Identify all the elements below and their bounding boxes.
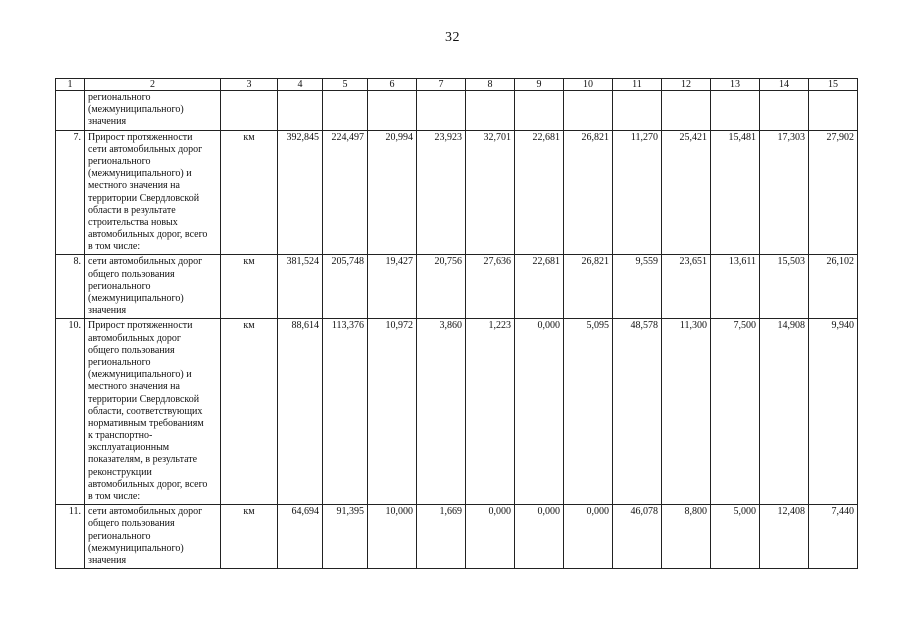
row-description: сети автомобильных дорог общего пользования регионального (межмуниципального) значения	[85, 255, 221, 319]
column-header: 7	[417, 79, 466, 91]
row-value: 20,756	[417, 255, 466, 319]
row-value: 64,694	[278, 505, 323, 569]
row-value: 46,078	[613, 505, 662, 569]
table-cell	[760, 91, 809, 131]
row-value: 19,427	[368, 255, 417, 319]
row-value: 8,800	[662, 505, 711, 569]
row-value: 113,376	[323, 319, 368, 505]
table-cell	[809, 91, 858, 131]
row-value: 15,481	[711, 130, 760, 255]
row-value: 88,614	[278, 319, 323, 505]
row-number: 10.	[56, 319, 85, 505]
table-cell	[368, 91, 417, 131]
row-unit: км	[221, 505, 278, 569]
row-value: 14,908	[760, 319, 809, 505]
row-value: 26,821	[564, 255, 613, 319]
row-value: 26,821	[564, 130, 613, 255]
column-header: 2	[85, 79, 221, 91]
row-value: 11,270	[613, 130, 662, 255]
column-header: 14	[760, 79, 809, 91]
column-header: 1	[56, 79, 85, 91]
row-value: 11,300	[662, 319, 711, 505]
row-description: Прирост протяженности сети автомобильных дорог регионального (межмуниципального) и местного значения на территории Свердловской области в результате строительства новых автомобильных дорог, всего в том числе:	[85, 130, 221, 255]
table-cell	[323, 91, 368, 131]
row-value: 27,636	[466, 255, 515, 319]
row-value: 224,497	[323, 130, 368, 255]
row-number: 7.	[56, 130, 85, 255]
table-cell	[564, 91, 613, 131]
table-cell	[221, 91, 278, 131]
row-value: 5,000	[711, 505, 760, 569]
row-value: 17,303	[760, 130, 809, 255]
row-value: 25,421	[662, 130, 711, 255]
row-number: 8.	[56, 255, 85, 319]
row-description: Прирост протяженности автомобильных дорог общего пользования регионального (межмуниципального) и местного значения на территории Свердловской области, соответствующих нормативным требованиям к транспортно- эксплуатационным показателям, в результате реконструкции автомобильных дорог, всего в том числе:	[85, 319, 221, 505]
row-description: сети автомобильных дорог общего пользования регионального (межмуниципального) значения	[85, 505, 221, 569]
row-value: 3,860	[417, 319, 466, 505]
row-value: 1,223	[466, 319, 515, 505]
row-value: 0,000	[515, 505, 564, 569]
row-value: 27,902	[809, 130, 858, 255]
row-value: 7,500	[711, 319, 760, 505]
table-row	[56, 319, 858, 505]
row-value: 15,503	[760, 255, 809, 319]
row-value: 0,000	[515, 319, 564, 505]
row-description: регионального (межмуниципального) значения	[85, 91, 221, 131]
column-header: 12	[662, 79, 711, 91]
row-unit: км	[221, 130, 278, 255]
row-value: 392,845	[278, 130, 323, 255]
column-header: 10	[564, 79, 613, 91]
row-value: 13,611	[711, 255, 760, 319]
page-number: 32	[445, 30, 460, 45]
row-value: 0,000	[466, 505, 515, 569]
row-unit: км	[221, 255, 278, 319]
data-table	[55, 78, 858, 569]
column-header: 8	[466, 79, 515, 91]
column-header: 15	[809, 79, 858, 91]
row-value: 91,395	[323, 505, 368, 569]
row-value: 20,994	[368, 130, 417, 255]
row-value: 32,701	[466, 130, 515, 255]
row-value: 205,748	[323, 255, 368, 319]
row-value: 9,559	[613, 255, 662, 319]
row-value: 26,102	[809, 255, 858, 319]
row-value: 10,000	[368, 505, 417, 569]
table-row	[56, 505, 858, 569]
column-header: 3	[221, 79, 278, 91]
column-header: 5	[323, 79, 368, 91]
table-cell	[711, 91, 760, 131]
table-row-continuation	[56, 91, 858, 131]
column-header: 13	[711, 79, 760, 91]
row-value: 12,408	[760, 505, 809, 569]
row-number	[56, 91, 85, 131]
row-value: 5,095	[564, 319, 613, 505]
row-value: 23,923	[417, 130, 466, 255]
table-cell	[662, 91, 711, 131]
row-number: 11.	[56, 505, 85, 569]
table-cell	[466, 91, 515, 131]
header-row	[56, 79, 858, 91]
table-cell	[613, 91, 662, 131]
row-unit: км	[221, 319, 278, 505]
row-value: 7,440	[809, 505, 858, 569]
row-value: 381,524	[278, 255, 323, 319]
table-cell	[417, 91, 466, 131]
table-row	[56, 255, 858, 319]
table-row	[56, 130, 858, 255]
row-value: 0,000	[564, 505, 613, 569]
row-value: 23,651	[662, 255, 711, 319]
table-cell	[515, 91, 564, 131]
row-value: 22,681	[515, 255, 564, 319]
table-cell	[278, 91, 323, 131]
row-value: 10,972	[368, 319, 417, 505]
column-header: 11	[613, 79, 662, 91]
row-value: 22,681	[515, 130, 564, 255]
column-header: 6	[368, 79, 417, 91]
column-header: 4	[278, 79, 323, 91]
column-header: 9	[515, 79, 564, 91]
row-value: 9,940	[809, 319, 858, 505]
row-value: 48,578	[613, 319, 662, 505]
row-value: 1,669	[417, 505, 466, 569]
